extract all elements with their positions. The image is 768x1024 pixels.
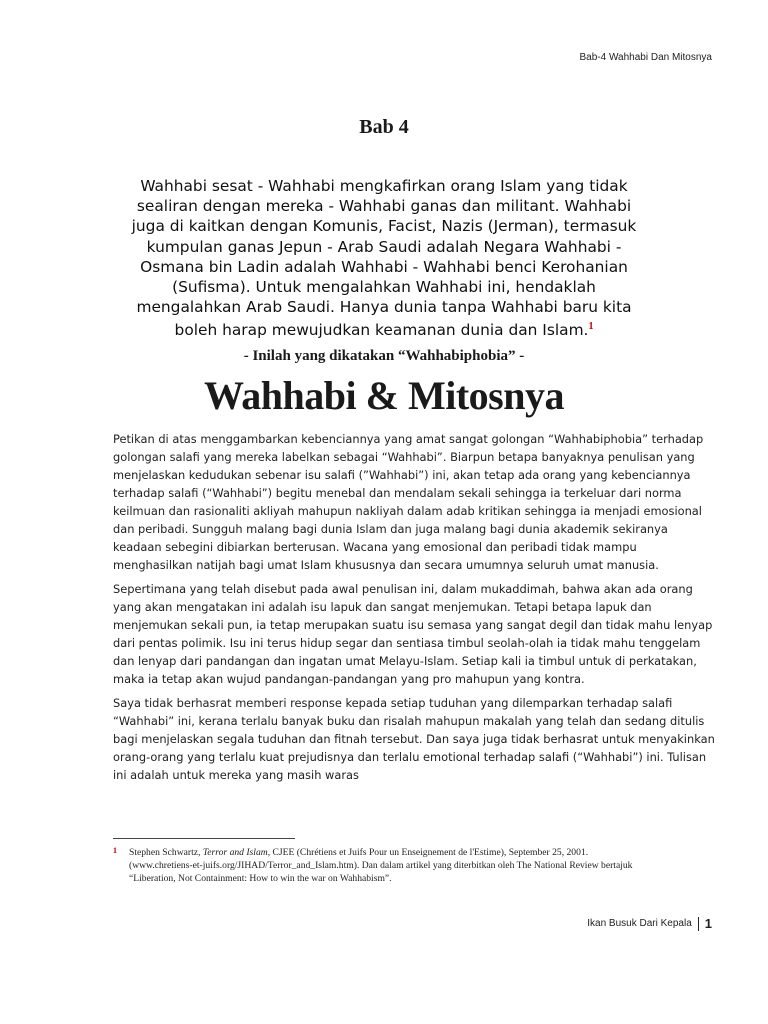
quote-text: Wahhabi sesat - Wahhabi mengkafirkan orang Islam yang tidak sealiran dengan mereka - Wahhabi ganas dan militant. Wahhabi juga di kaitkan dengan Komunis, Facist, Nazis (Jerman), termasuk kumpulan ganas Jepun - Arab Saudi adalah Negara Wahhabi - Osmana bin Ladin adalah Wahhabi - Wahhabi benci Kerohanian (Sufisma). Untuk mengalahkan Wahhabi ini, hendaklah mengalahkan Arab Saudi. Hanya dunia tanpa Wahhabi baru kita boleh harap mewujudkan keamanan dunia dan Islam.	[131, 177, 637, 340]
chapter-label: Bab 4	[359, 116, 409, 138]
paragraph: Saya tidak berhasrat memberi response kepada setiap tuduhan yang dilemparkan terhadap salafi “Wahhabi” ini, kerana terlalu banyak buku dan risalah mahupun makalah yang telah dan sedang ditulis bagi menjelaskan segala tuduhan dan fitnah tersebut. Dan saya juga tidak berhasrat untuk menyakinkan orang-orang yang terlalu kuat prejudisnya dan terlalu emotional terhadap salafi (“Wahhabi”) ini. Tulisan ini adalah untuk mereka yang masih waras	[113, 696, 715, 782]
body-text	[113, 430, 719, 790]
footnote-ref-link[interactable]: 1	[588, 321, 594, 333]
running-footer	[587, 916, 712, 931]
footnote-text	[129, 846, 633, 885]
footnote-author: Stephen Schwartz,	[129, 847, 203, 858]
page-title: Wahhabi & Mitosnya	[204, 373, 564, 418]
page-number: 1	[704, 916, 712, 931]
footer-title: Ikan Busuk Dari Kepala	[587, 918, 692, 929]
opening-quote	[118, 176, 650, 341]
paragraph: Petikan di atas menggambarkan kebenciannya yang amat sangat golongan “Wahhabiphobia” terhadap golongan salafi yang mereka labelkan sebagai “Wahhabi”. Biarpun betapa banyaknya penulisan yang menjelaskan kedudukan sebenar isu salafi (”Wahhabi”) ini, akan tetap ada orang yang kebenciannya terhadap salafi (“Wahhabi”) begitu menebal dan mendalam sekali sehingga ia terkeluar dari norma keilmuan dan rasionaliti akliyah mahupun nakliyah dalam adab kritikan sehingga ia menjadi emosional dan peribadi. Sungguh malang bagi dunia Islam dan juga malang bagi dunia akademik sekiranya keadaan sebegini dibiarkan berterusan. Wacana yang emosional dan peribadi tidak mampu menghasilkan natijah bagi umat Islam khususnya dan secara umumnya seluruh umat manusia.	[113, 432, 704, 572]
tagline: - Inilah yang dikatakan “Wahhabiphobia” -	[243, 348, 525, 364]
running-header: Bab-4 Wahhabi Dan Mitosnya	[579, 52, 712, 63]
paragraph: Sepertimana yang telah disebut pada awal penulisan ini, dalam mukaddimah, bahwa akan ada orang yang akan mengatakan ini adalah isu lapuk dan sangat menjemukan. Tetapi betapa lapuk dan menjemukan sekali pun, ia tetap merupakan suatu isu semasa yang sangat degil dan tidak mahu lenyap dari pentas polimik. Isu ini terus hidup segar dan sentiasa timbul seolah-olah ia tidak mahu tenggelam dan lenyap dari pandangan dan ingatan umat Melayu-Islam. Setiap kali ia timbul untuk di perkatakan, maka ia tetap akan wujud pandangan-pandangan yang pro mahupun yang kontra.	[113, 582, 713, 686]
footer-separator	[698, 917, 699, 931]
footnote-work-title: Terror and Islam	[202, 847, 268, 858]
footnote-number: 1	[113, 846, 117, 855]
footnote	[113, 846, 633, 885]
footnote-divider	[113, 838, 295, 839]
footnote-rest: , CJEE (Chrétiens et Juifs Pour un Enseignement de l'Estime), September 25, 2001. (www.chretiens-et-juifs.org/JIHAD/Terror_and_Islam.htm). Dan dalam artikel yang diterbitkan oleh The National Review bertajuk “Liberation, Not Containment: How to win the war on Wahhabism”.	[129, 847, 633, 884]
